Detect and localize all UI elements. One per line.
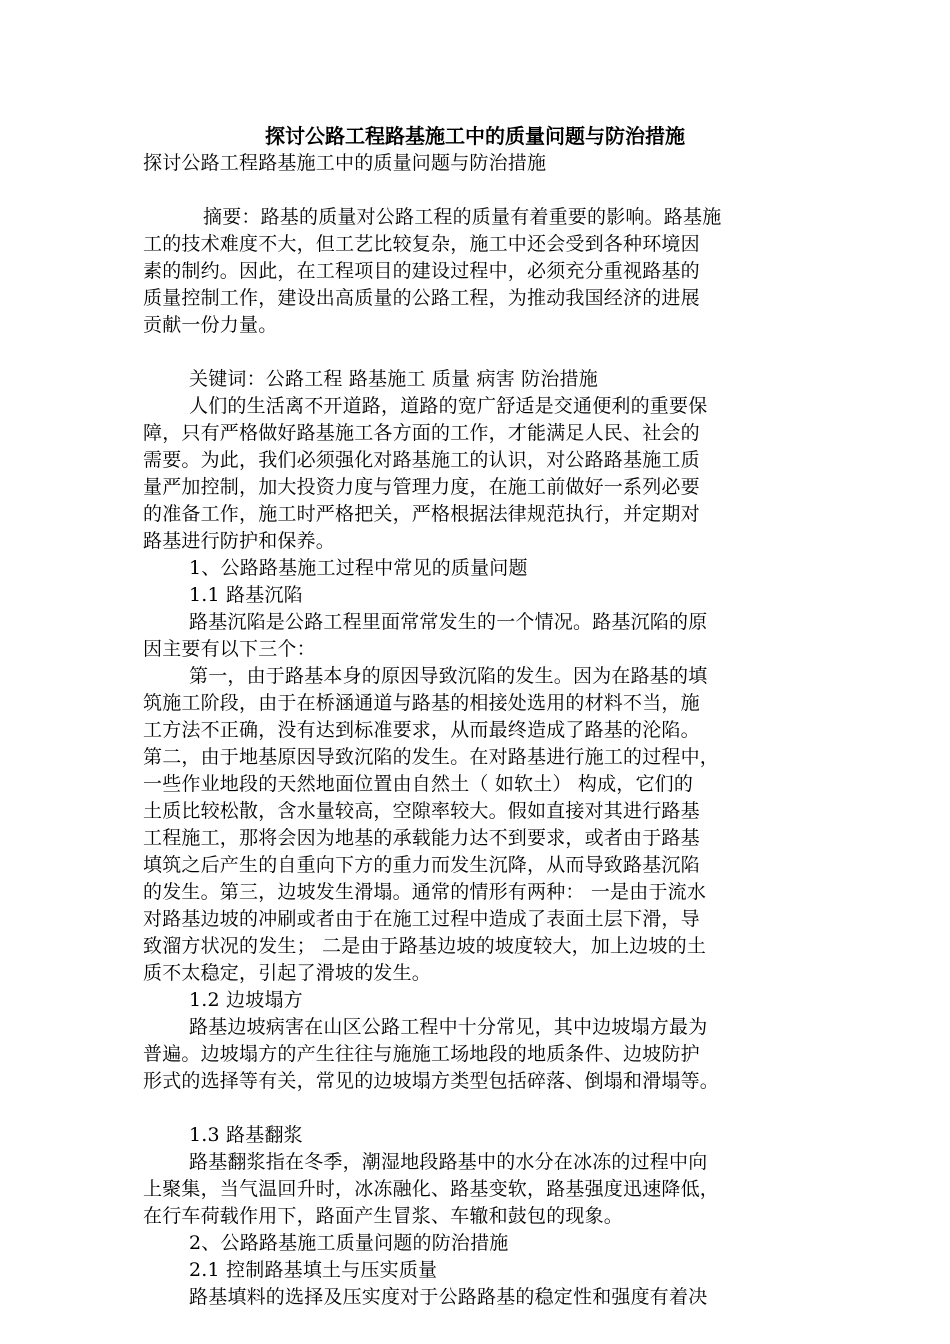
- text-line: 路基翻浆指在冬季，潮湿地段路基中的水分在冰冻的过程中向: [189, 1151, 708, 1173]
- blank-line: [143, 1095, 807, 1122]
- text-line: 路基沉陷是公路工程里面常常发生的一个情况。路基沉陷的原: [189, 611, 708, 633]
- text-line: 质量控制工作，建设出高质量的公路工程，为推动我国经济的进展: [143, 287, 700, 309]
- text-line: 贡献一份力量。: [143, 314, 278, 336]
- text-line: 工程施工，那将会因为地基的承载能力达不到要求，或者由于路基: [143, 827, 700, 849]
- intro-paragraph: [143, 393, 807, 555]
- keywords-line: 关键词：公路工程 路基施工 质量 病害 防治措施: [189, 368, 598, 390]
- text-line: 对路基边坡的冲刷或者由于在施工过程中造成了表面土层下滑，导: [143, 908, 700, 930]
- section-1-1-paragraph-1: [143, 609, 807, 663]
- blank-line: [143, 339, 807, 366]
- text-line: 填筑之后产生的自重向下方的重力而发生沉降，从而导致路基沉陷: [143, 854, 700, 876]
- section-1-1-heading: 1.1 路基沉陷: [189, 584, 303, 606]
- text-line: 的发生。第三，边坡发生滑塌。通常的情形有两种： 一是由于流水: [143, 881, 707, 903]
- text-line: 形式的选择等有关，常见的边坡塌方类型包括碎落、倒塌和滑塌等。: [143, 1070, 720, 1092]
- text-line: 在行车荷载作用下，路面产生冒浆、车辙和鼓包的现象。: [143, 1205, 624, 1227]
- text-line: 路基边坡病害在山区公路工程中十分常见，其中边坡塌方最为: [189, 1016, 708, 1038]
- text-line: 工方法不正确，没有达到标准要求，从而最终造成了路基的沦陷。: [143, 719, 700, 741]
- text-line: 的准备工作，施工时严格把关，严格根据法律规范执行，并定期对: [143, 503, 700, 525]
- section-1-2-heading: 1.2 边坡塌方: [189, 989, 303, 1011]
- document-body: [143, 150, 807, 1311]
- text-line: 筑施工阶段，由于在桥涵通道与路基的相接处选用的材料不当，施: [143, 692, 700, 714]
- section-1-3-paragraph: [143, 1149, 807, 1230]
- text-line: 摘要：路基的质量对公路工程的质量有着重要的影响。路基施: [203, 206, 722, 228]
- section-2-1-paragraph: 路基填料的选择及压实度对于公路路基的稳定性和强度有着决: [189, 1286, 708, 1308]
- section-2-heading: 2、公路路基施工质量问题的防治措施: [189, 1232, 509, 1254]
- section-2-1-heading: 2.1 控制路基填土与压实质量: [189, 1259, 438, 1281]
- section-1-1-paragraph-2: [143, 663, 807, 987]
- text-line: 素的制约。因此，在工程项目的建设过程中，必须充分重视路基的: [143, 260, 700, 282]
- text-line: 因主要有以下三个：: [143, 638, 316, 660]
- text-line: 质不太稳定，引起了滑坡的发生。: [143, 962, 432, 984]
- document-subtitle: 探讨公路工程路基施工中的质量问题与防治措施: [143, 152, 547, 174]
- text-line: 普遍。边坡塌方的产生往往与施施工场地段的地质条件、边坡防护: [143, 1043, 700, 1065]
- text-line: 第二，由于地基原因导致沉陷的发生。在对路基进行施工的过程中，: [143, 746, 720, 768]
- text-line: 第一，由于路基本身的原因导致沉陷的发生。因为在路基的填: [189, 665, 708, 687]
- text-line: 上聚集，当气温回升时，冰冻融化、路基变软，路基强度迅速降低，: [143, 1178, 720, 1200]
- text-line: 人们的生活离不开道路，道路的宽广舒适是交通便利的重要保: [189, 395, 708, 417]
- blank-line: [143, 177, 807, 204]
- text-line: 工的技术难度不大，但工艺比较复杂，施工中还会受到各种环境因: [143, 233, 700, 255]
- text-line: 土质比较松散，含水量较高，空隙率较大。假如直接对其进行路基: [143, 800, 700, 822]
- text-line: 量严加控制，加大投资力度与管理力度，在施工前做好一系列必要: [143, 476, 700, 498]
- text-line: 致溜方状况的发生； 二是由于路基边坡的坡度较大，加上边坡的土: [143, 935, 707, 957]
- text-line: 障，只有严格做好路基施工各方面的工作，才能满足人民、社会的: [143, 422, 700, 444]
- section-1-2-paragraph: [143, 1014, 807, 1095]
- section-1-3-heading: 1.3 路基翻浆: [189, 1124, 303, 1146]
- text-line: 路基进行防护和保养。: [143, 530, 336, 552]
- section-1-heading: 1、公路路基施工过程中常见的质量问题: [189, 557, 528, 579]
- document-title: 探讨公路工程路基施工中的质量问题与防治措施: [265, 124, 685, 148]
- text-line: 需要。为此，我们必须强化对路基施工的认识，对公路路基施工质: [143, 449, 700, 471]
- text-line: 一些作业地段的天然地面位置由自然土（ 如软土） 构成，它们的: [143, 773, 694, 795]
- abstract-paragraph: [143, 204, 807, 339]
